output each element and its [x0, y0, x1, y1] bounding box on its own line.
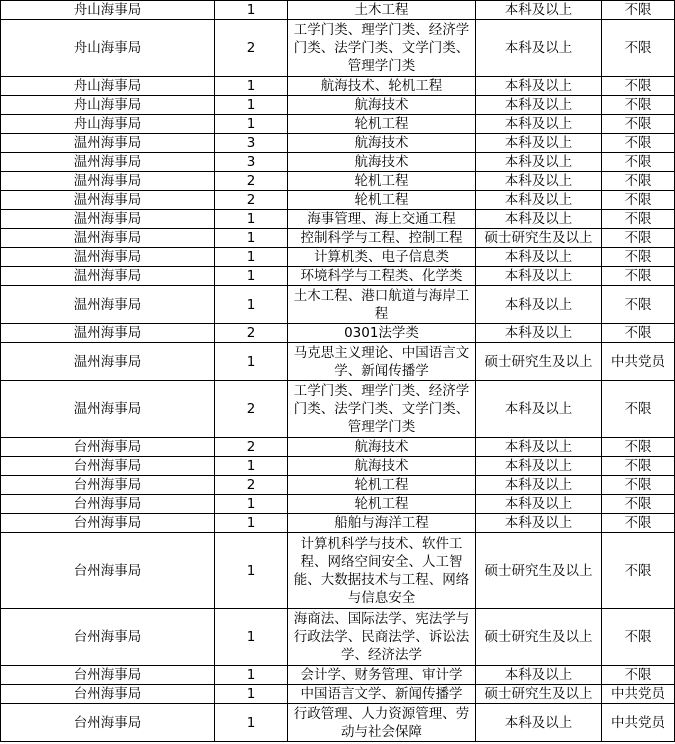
table-row [1, 495, 675, 514]
education-cell: 本科及以上 [476, 381, 602, 438]
unit-cell: 温州海事局 [1, 153, 215, 172]
education-cell: 硕士研究生及以上 [476, 229, 602, 248]
unit-cell: 温州海事局 [1, 343, 215, 381]
major-cell: 航海技术 [288, 134, 476, 153]
major-cell: 工学门类、理学门类、经济学门类、法学门类、文学门类、管理学门类 [288, 20, 476, 77]
table-body [1, 1, 675, 742]
unit-cell: 舟山海事局 [1, 20, 215, 77]
unit-cell: 温州海事局 [1, 134, 215, 153]
count-cell: 1 [215, 1, 288, 20]
unit-cell: 台州海事局 [1, 438, 215, 457]
political-cell: 不限 [602, 77, 675, 96]
unit-cell: 台州海事局 [1, 476, 215, 495]
education-cell: 本科及以上 [476, 438, 602, 457]
unit-cell: 台州海事局 [1, 514, 215, 533]
count-cell: 1 [215, 248, 288, 267]
unit-cell: 舟山海事局 [1, 96, 215, 115]
count-cell: 1 [215, 343, 288, 381]
major-cell: 土木工程、港口航道与海岸工程 [288, 286, 476, 324]
count-cell: 1 [215, 685, 288, 704]
education-cell: 本科及以上 [476, 324, 602, 343]
unit-cell: 舟山海事局 [1, 77, 215, 96]
unit-cell: 台州海事局 [1, 609, 215, 666]
political-cell: 不限 [602, 381, 675, 438]
education-cell: 本科及以上 [476, 267, 602, 286]
unit-cell: 台州海事局 [1, 666, 215, 685]
major-cell: 航海技术 [288, 457, 476, 476]
count-cell: 1 [215, 77, 288, 96]
education-cell: 本科及以上 [476, 1, 602, 20]
political-cell: 不限 [602, 191, 675, 210]
table-row [1, 248, 675, 267]
major-cell: 航海技术、轮机工程 [288, 77, 476, 96]
political-cell: 不限 [602, 609, 675, 666]
unit-cell: 温州海事局 [1, 191, 215, 210]
unit-cell: 台州海事局 [1, 495, 215, 514]
political-cell: 中共党员 [602, 704, 675, 742]
table-row [1, 210, 675, 229]
political-cell: 不限 [602, 20, 675, 77]
unit-cell: 温州海事局 [1, 267, 215, 286]
count-cell: 1 [215, 609, 288, 666]
education-cell: 本科及以上 [476, 172, 602, 191]
count-cell: 2 [215, 172, 288, 191]
political-cell: 不限 [602, 476, 675, 495]
major-cell: 0301法学类 [288, 324, 476, 343]
major-cell: 海事管理、海上交通工程 [288, 210, 476, 229]
table-row [1, 20, 675, 77]
political-cell: 中共党员 [602, 343, 675, 381]
major-cell: 计算机科学与技术、软件工程、网络空间安全、人工智能、大数据技术与工程、网络与信息安全 [288, 533, 476, 609]
major-cell: 海商法、国际法学、宪法学与行政法学、民商法学、诉讼法学、经济法学 [288, 609, 476, 666]
major-cell: 航海技术 [288, 153, 476, 172]
table-row [1, 381, 675, 438]
education-cell: 本科及以上 [476, 96, 602, 115]
table-row [1, 438, 675, 457]
major-cell: 轮机工程 [288, 476, 476, 495]
unit-cell: 台州海事局 [1, 685, 215, 704]
education-cell: 本科及以上 [476, 495, 602, 514]
table-row [1, 229, 675, 248]
major-cell: 轮机工程 [288, 191, 476, 210]
table-row [1, 476, 675, 495]
table-row [1, 685, 675, 704]
major-cell: 行政管理、人力资源管理、劳动与社会保障 [288, 704, 476, 742]
unit-cell: 台州海事局 [1, 533, 215, 609]
political-cell: 中共党员 [602, 685, 675, 704]
unit-cell: 温州海事局 [1, 229, 215, 248]
education-cell: 本科及以上 [476, 514, 602, 533]
major-cell: 会计学、财务管理、审计学 [288, 666, 476, 685]
count-cell: 3 [215, 134, 288, 153]
table-row [1, 666, 675, 685]
table-row [1, 267, 675, 286]
table-row [1, 115, 675, 134]
table-row [1, 324, 675, 343]
political-cell: 不限 [602, 267, 675, 286]
education-cell: 本科及以上 [476, 210, 602, 229]
political-cell: 不限 [602, 495, 675, 514]
table-row [1, 457, 675, 476]
table-row [1, 191, 675, 210]
education-cell: 硕士研究生及以上 [476, 533, 602, 609]
table-row [1, 609, 675, 666]
table-row [1, 134, 675, 153]
political-cell: 不限 [602, 457, 675, 476]
major-cell: 环境科学与工程类、化学类 [288, 267, 476, 286]
major-cell: 马克思主义理论、中国语言文学、新闻传播学 [288, 343, 476, 381]
political-cell: 不限 [602, 324, 675, 343]
education-cell: 本科及以上 [476, 20, 602, 77]
count-cell: 2 [215, 381, 288, 438]
major-cell: 航海技术 [288, 96, 476, 115]
major-cell: 中国语言文学、新闻传播学 [288, 685, 476, 704]
political-cell: 不限 [602, 248, 675, 267]
count-cell: 1 [215, 495, 288, 514]
table-row [1, 153, 675, 172]
table-row [1, 96, 675, 115]
count-cell: 3 [215, 153, 288, 172]
education-cell: 本科及以上 [476, 191, 602, 210]
education-cell: 本科及以上 [476, 77, 602, 96]
major-cell: 轮机工程 [288, 495, 476, 514]
unit-cell: 舟山海事局 [1, 1, 215, 20]
unit-cell: 温州海事局 [1, 210, 215, 229]
major-cell: 轮机工程 [288, 172, 476, 191]
political-cell: 不限 [602, 533, 675, 609]
political-cell: 不限 [602, 514, 675, 533]
count-cell: 2 [215, 191, 288, 210]
count-cell: 1 [215, 210, 288, 229]
political-cell: 不限 [602, 286, 675, 324]
unit-cell: 台州海事局 [1, 457, 215, 476]
political-cell: 不限 [602, 666, 675, 685]
unit-cell: 温州海事局 [1, 324, 215, 343]
table-row [1, 1, 675, 20]
count-cell: 2 [215, 476, 288, 495]
education-cell: 本科及以上 [476, 476, 602, 495]
major-cell: 轮机工程 [288, 115, 476, 134]
education-cell: 硕士研究生及以上 [476, 609, 602, 666]
count-cell: 1 [215, 115, 288, 134]
count-cell: 2 [215, 324, 288, 343]
unit-cell: 舟山海事局 [1, 115, 215, 134]
count-cell: 1 [215, 96, 288, 115]
political-cell: 不限 [602, 172, 675, 191]
education-cell: 硕士研究生及以上 [476, 343, 602, 381]
unit-cell: 温州海事局 [1, 172, 215, 191]
count-cell: 1 [215, 267, 288, 286]
major-cell: 计算机类、电子信息类 [288, 248, 476, 267]
table-row [1, 172, 675, 191]
count-cell: 1 [215, 514, 288, 533]
education-cell: 硕士研究生及以上 [476, 685, 602, 704]
political-cell: 不限 [602, 153, 675, 172]
count-cell: 2 [215, 20, 288, 77]
count-cell: 1 [215, 533, 288, 609]
education-cell: 本科及以上 [476, 286, 602, 324]
unit-cell: 温州海事局 [1, 248, 215, 267]
major-cell: 土木工程 [288, 1, 476, 20]
political-cell: 不限 [602, 134, 675, 153]
education-cell: 本科及以上 [476, 115, 602, 134]
unit-cell: 台州海事局 [1, 704, 215, 742]
major-cell: 航海技术 [288, 438, 476, 457]
education-cell: 本科及以上 [476, 134, 602, 153]
table-row [1, 343, 675, 381]
major-cell: 控制科学与工程、控制工程 [288, 229, 476, 248]
table-row [1, 704, 675, 742]
political-cell: 不限 [602, 210, 675, 229]
table-row [1, 286, 675, 324]
political-cell: 不限 [602, 96, 675, 115]
count-cell: 1 [215, 666, 288, 685]
count-cell: 1 [215, 286, 288, 324]
education-cell: 本科及以上 [476, 153, 602, 172]
major-cell: 工学门类、理学门类、经济学门类、法学门类、文学门类、管理学门类 [288, 381, 476, 438]
education-cell: 本科及以上 [476, 248, 602, 267]
unit-cell: 温州海事局 [1, 381, 215, 438]
major-cell: 船舶与海洋工程 [288, 514, 476, 533]
education-cell: 本科及以上 [476, 457, 602, 476]
political-cell: 不限 [602, 438, 675, 457]
count-cell: 1 [215, 704, 288, 742]
education-cell: 本科及以上 [476, 704, 602, 742]
count-cell: 1 [215, 229, 288, 248]
unit-cell: 温州海事局 [1, 286, 215, 324]
table-row [1, 533, 675, 609]
count-cell: 1 [215, 457, 288, 476]
table-row [1, 514, 675, 533]
count-cell: 2 [215, 438, 288, 457]
political-cell: 不限 [602, 115, 675, 134]
political-cell: 不限 [602, 229, 675, 248]
education-cell: 本科及以上 [476, 666, 602, 685]
political-cell: 不限 [602, 1, 675, 20]
table-row [1, 77, 675, 96]
